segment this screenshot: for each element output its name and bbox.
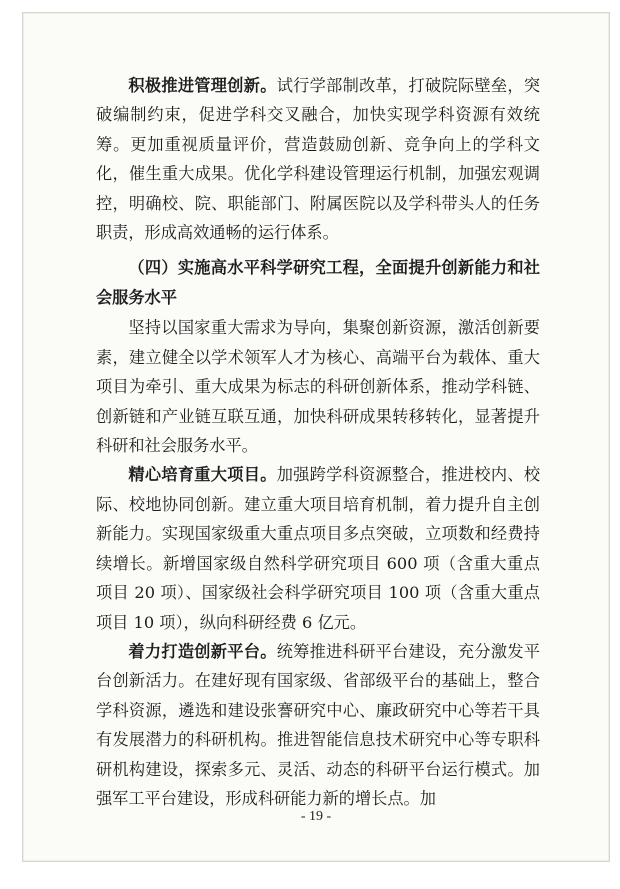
paragraph-innovation-platforms — [96, 637, 540, 813]
paragraph-management-innovation — [96, 71, 540, 247]
paragraph-lead: 积极推进管理创新。 — [128, 76, 277, 95]
paragraph-lead: 精心培育重大项目。 — [128, 465, 277, 485]
paragraph-text: 加强跨学科资源整合，推进校内、校际、校地协同创新。建立重大项目培育机制，着力提升自主创新能力。实现国家级重大重点项目多点突破，立项数和经费持续增长。新增国家级自然科学研究项目 600 项（含重大重点项目 20 项）、国家级社会科学研究项目 100 项（含重大重点项目 10 项），纵向科研经费 6 亿元。 — [96, 465, 541, 632]
paragraph-major-projects — [96, 460, 540, 636]
page-number: - 19 - — [300, 809, 332, 824]
section-heading: （四）实施高水平科学研究工程，全面提升创新能力和社会服务水平 — [96, 258, 540, 308]
paragraph-text: 统筹推进科研平台建设，充分激发平台创新活力。在建好现有国家级、省部级平台的基础上，整合学科资源，遴选和建设张謇研究中心、廉政研究中心等若干具有发展潜力的科研机构。推进智能信息技术研究中心等专职科研机构建设，探索多元、灵活、动态的科研平台运行模式。加强军工平台建设，形成科研能力新的增长点。加 — [96, 641, 541, 808]
paragraph-research-system — [96, 313, 540, 460]
paragraph-text: 坚持以国家重大需求为导向，集聚创新资源，激活创新要素，建立健全以学术领军人才为核心、高端平台为载体、重大项目为牵引、重大成果为标志的科研创新体系，推动学科链、创新链和产业链互联互通，加快科研成果转移转化，显著提升科研和社会服务水平。 — [96, 318, 540, 456]
document-body — [96, 71, 540, 813]
paragraph-lead: 着力打造创新平台。 — [128, 641, 277, 661]
paragraph-text: 试行学部制改革，打破院际壁垒，突破编制约束，促进学科交叉融合，加快实现学科资源有效统筹。更加重视质量评价，营造鼓励创新、竞争向上的学科文化，催生重大成果。优化学科建设管理运行机制，加强宏观调控，明确校、院、职能部门、附属医院以及学科带头人的任务职责，形成高效通畅的运行体系。 — [96, 76, 541, 243]
document-page — [22, 12, 610, 862]
